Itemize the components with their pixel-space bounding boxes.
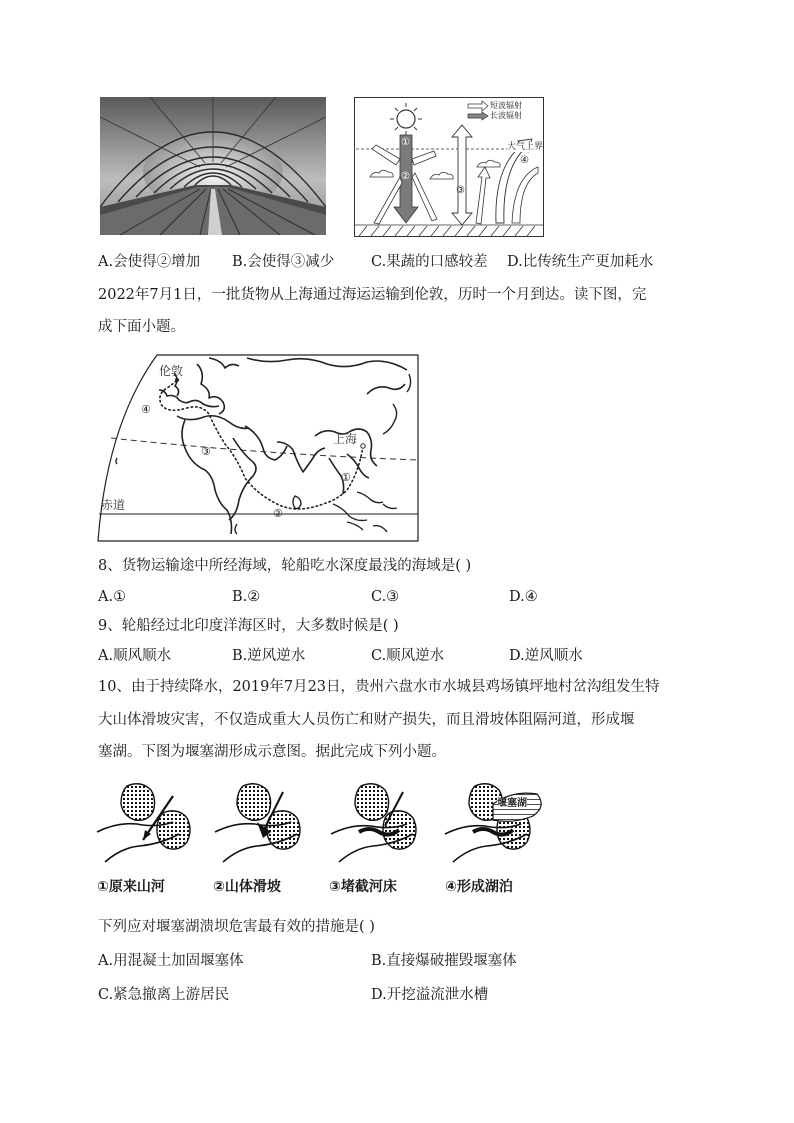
q11-stem: 下列应对堰塞湖溃坝危害最有效的措施是( ) xyxy=(98,919,375,935)
lake-label: 堰塞湖 xyxy=(497,798,527,809)
lake-step-2: ②山体滑坡 xyxy=(213,879,281,895)
q7-option-a[interactable]: A.会使得②增加 xyxy=(98,254,201,270)
lake-step-3: ③堵截河床 xyxy=(329,879,397,895)
world-map xyxy=(97,354,419,542)
q9-stem: 9、轮船经过北印度洋海区时，大多数时候是( ) xyxy=(98,618,399,634)
q7-option-d[interactable]: D.比传统生产更加耗水 xyxy=(507,254,654,270)
legend-short-label: 短波辐射 xyxy=(490,101,522,110)
marker-2: ② xyxy=(401,171,410,182)
map-label-london: 伦敦 xyxy=(159,364,184,378)
marker-3: ③ xyxy=(456,185,465,196)
atmosphere-top-label: 大气上界 xyxy=(507,142,544,152)
map-marker-4: ④ xyxy=(141,403,151,416)
greenhouse-photo xyxy=(100,97,326,235)
legend-long-label: 长波辐射 xyxy=(490,111,522,120)
q8-stem: 8、货物运输途中所经海域，轮船吃水深度最浅的海域是( ) xyxy=(98,558,472,574)
q11-option-b[interactable]: B.直接爆破摧毁堰塞体 xyxy=(371,953,517,969)
q11-option-d[interactable]: D.开挖溢流泄水槽 xyxy=(371,987,489,1003)
q8-option-a[interactable]: A.① xyxy=(98,589,127,605)
q9-option-a[interactable]: A.顺风顺水 xyxy=(98,648,172,664)
map-marker-1: ① xyxy=(341,471,351,484)
dammed-lake-diagram xyxy=(95,782,555,900)
radiation-diagram xyxy=(354,97,544,237)
map-marker-3: ③ xyxy=(201,445,211,458)
map-marker-2: ② xyxy=(273,507,283,520)
q7-option-c[interactable]: C.果蔬的口感较差 xyxy=(371,254,488,270)
q8-option-d[interactable]: D.④ xyxy=(509,589,538,605)
q11-option-a[interactable]: A.用混凝土加固堰塞体 xyxy=(98,953,244,969)
shipping-intro-line2: 成下面小题。 xyxy=(98,319,185,335)
q10-line2: 大山体滑坡灾害，不仅造成重大人员伤亡和财产损失，而且滑坡体阻隔河道，形成堰 xyxy=(98,712,635,728)
q11-option-c[interactable]: C.紧急撤离上游居民 xyxy=(98,987,230,1003)
marker-1: ① xyxy=(401,137,410,148)
lake-step-1: ①原来山河 xyxy=(97,879,165,895)
marker-4: ④ xyxy=(520,155,529,166)
q10-line1: 10、由于持续降水，2019年7月23日，贵州六盘水市水城县鸡场镇坪地村岔沟组发生特 xyxy=(98,679,660,695)
q8-option-b[interactable]: B.② xyxy=(232,589,261,605)
q9-option-b[interactable]: B.逆风逆水 xyxy=(232,648,306,664)
q9-option-d[interactable]: D.逆风顺水 xyxy=(509,648,583,664)
shipping-intro-line1: 2022年7月1日，一批货物从上海通过海运运输到伦敦，历时一个月到达。读下图，完 xyxy=(98,287,647,303)
q8-option-c[interactable]: C.③ xyxy=(371,589,400,605)
q7-option-b[interactable]: B.会使得③减少 xyxy=(232,254,335,270)
q9-option-c[interactable]: C.顺风逆水 xyxy=(371,648,445,664)
q10-line3: 塞湖。下图为堰塞湖形成示意图。据此完成下列小题。 xyxy=(98,744,446,760)
map-label-shanghai: 上海 xyxy=(333,432,358,446)
map-label-equator: 赤道 xyxy=(101,498,126,512)
lake-step-4: ④形成湖泊 xyxy=(445,879,513,895)
